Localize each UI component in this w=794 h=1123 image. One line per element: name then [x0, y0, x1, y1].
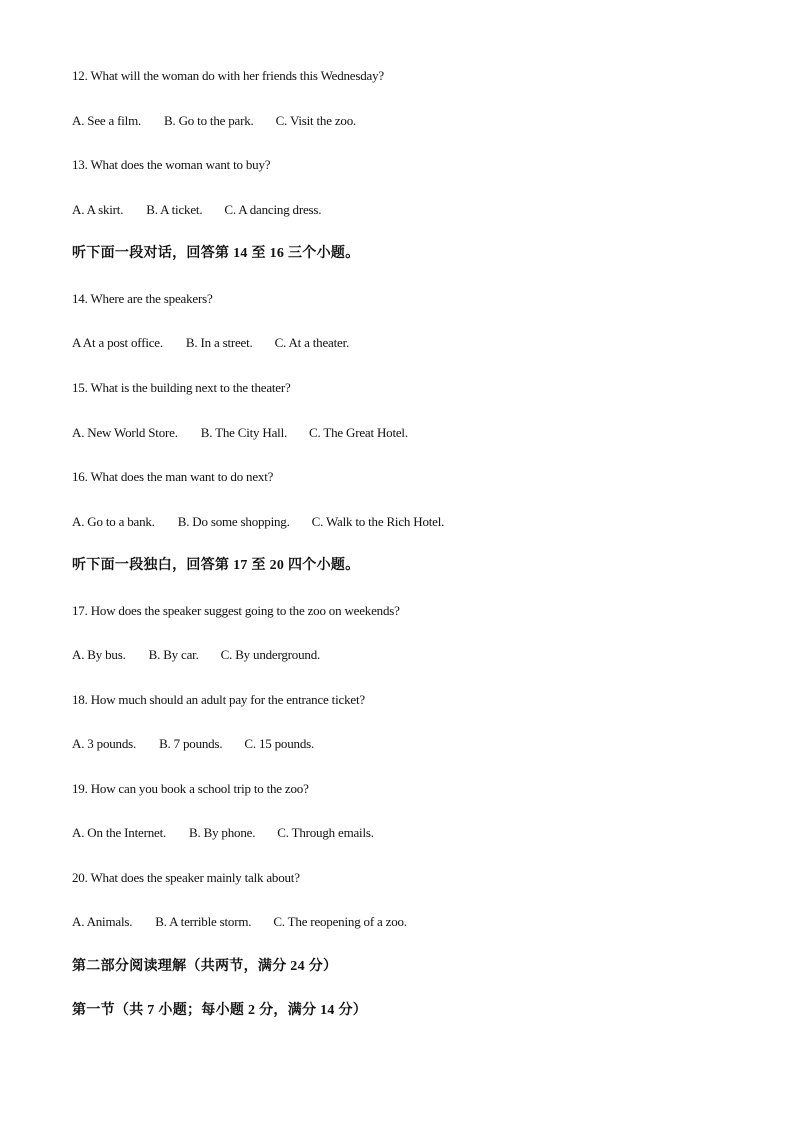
- question-17: 17. How does the speaker suggest going to the zoo on weekends?: [72, 603, 400, 618]
- option-c: C. The reopening of a zoo.: [273, 914, 407, 929]
- option-b: B. A terrible storm.: [155, 914, 252, 929]
- option-b: B. Go to the park.: [164, 113, 254, 128]
- question-19: 19. How can you book a school trip to the zoo?: [72, 781, 309, 796]
- question-13: 13. What does the woman want to buy?: [72, 157, 271, 172]
- option-b: B. Do some shopping.: [177, 514, 290, 529]
- option-a: A. 3 pounds.: [72, 736, 137, 751]
- option-c: C. By underground.: [220, 647, 321, 662]
- part-two-heading: 第二部分阅读理解（共两节，满分 24 分）: [72, 959, 338, 974]
- option-a: A At a post office.: [72, 335, 163, 350]
- options-row-14: [72, 335, 349, 351]
- option-b: B. In a street.: [185, 335, 253, 350]
- option-b: B. The City Hall.: [200, 425, 288, 440]
- question-14: 14. Where are the speakers?: [72, 291, 213, 306]
- option-a: A. A skirt.: [72, 202, 124, 217]
- section-heading-dialogue: 听下面一段对话，回答第 14 至 16 三个小题。: [72, 246, 360, 261]
- option-c: C. A dancing dress.: [224, 202, 322, 217]
- option-c: C. Through emails.: [277, 825, 374, 840]
- question-12: 12. What will the woman do with her friends this Wednesday?: [72, 68, 384, 83]
- option-a: A. See a film.: [72, 113, 142, 128]
- options-row-20: [72, 914, 407, 930]
- options-row-17: [72, 647, 320, 663]
- options-row-12: [72, 113, 356, 129]
- option-c: C. Walk to the Rich Hotel.: [311, 514, 445, 529]
- option-a: A. New World Store.: [72, 425, 178, 440]
- question-20: 20. What does the speaker mainly talk about?: [72, 870, 300, 885]
- option-a: A. By bus.: [72, 647, 126, 662]
- option-c: C. 15 pounds.: [244, 736, 315, 751]
- options-row-16: [72, 514, 444, 530]
- options-row-19: [72, 825, 374, 841]
- question-15: 15. What is the building next to the theater?: [72, 380, 291, 395]
- option-c: C. Visit the zoo.: [275, 113, 357, 128]
- option-b: B. A ticket.: [146, 202, 203, 217]
- option-c: C. The Great Hotel.: [309, 425, 408, 440]
- option-b: B. By car.: [148, 647, 199, 662]
- option-c: C. At a theater.: [274, 335, 350, 350]
- options-row-15: [72, 425, 408, 441]
- options-row-13: [72, 202, 321, 218]
- option-a: A. Go to a bank.: [72, 514, 155, 529]
- question-18: 18. How much should an adult pay for the entrance ticket?: [72, 692, 365, 707]
- option-b: B. By phone.: [189, 825, 256, 840]
- section-one-heading: 第一节（共 7 小题；每小题 2 分，满分 14 分）: [72, 1003, 368, 1018]
- option-b: B. 7 pounds.: [159, 736, 223, 751]
- options-row-18: [72, 736, 314, 752]
- question-16: 16. What does the man want to do next?: [72, 469, 274, 484]
- option-a: A. On the Internet.: [72, 825, 167, 840]
- section-heading-monologue: 听下面一段独白，回答第 17 至 20 四个小题。: [72, 558, 360, 573]
- option-a: A. Animals.: [72, 914, 133, 929]
